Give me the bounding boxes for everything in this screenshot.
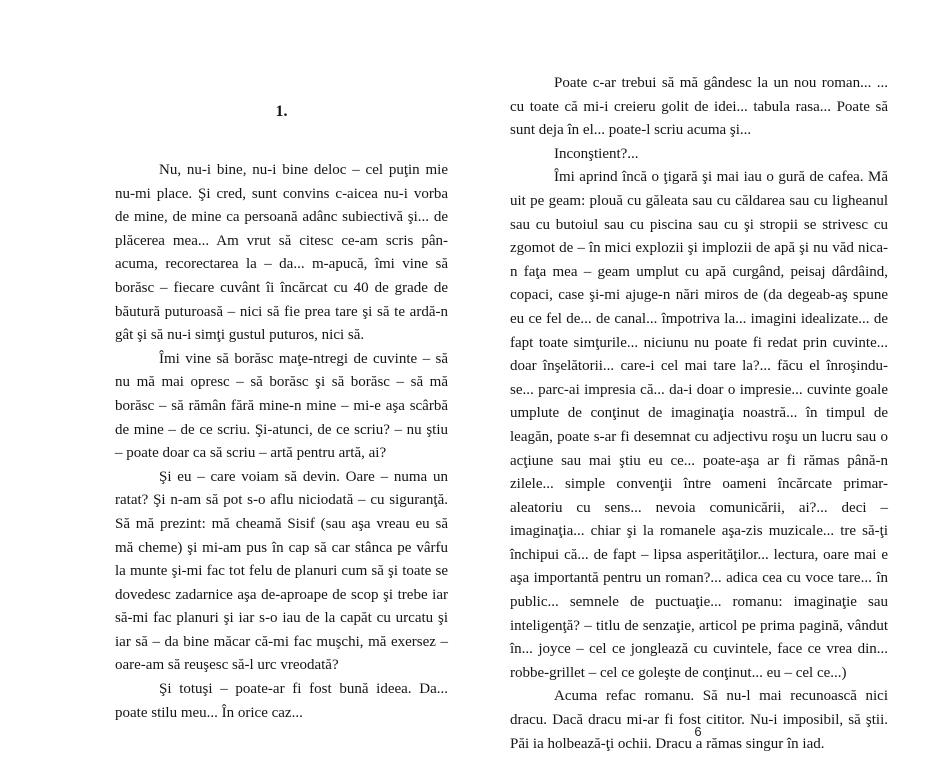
paragraph: Acuma refac romanu. Să nu-l mai recunoască nici dracu. Dacă dracu mi-ar fi fost cititor. Nu-i imposibil, să ştii. Păi ia holbează-ţi ochii. Dracu a rămas singur în iad.	[510, 688, 888, 752]
page-number: 6	[694, 724, 702, 739]
paragraph: Poate c-ar trebui să mă gândesc la un nou roman... ... cu toate că mi-i creieru golit de idei... tabula rasa... Poate să sunt deja în el... poate-l scriu acuma şi...	[510, 75, 888, 139]
right-page-text	[510, 72, 888, 756]
paragraph: Îmi aprind încă o ţigară şi mai iau o gură de cafea. Mă uit pe geam: plouă cu găleata sau cu căldarea sau cu ligheanul sau cu butoiul sau cu piscina sau cu şi stropii se strivesc cu zgomot de – în mici explozii şi implozii de apă şi nu văd nica-n faţa mea – geam umplut cu apă curgând, peisaj dârdâind, copaci, case şi-mi ajuge-n nări miros de (da degeab-aş spune eu ce fel de... de canal... împotriva la... imagini idealizate... de fapt toate simţurile... niciunu nu poate fi redat prin cuvinte... doar înşelătorii... care-i cel mai tare la?... făcu el înroşindu-se... parc-ai impresia că... da-i doar o impresie... cuvinte goale umplute de conţinut de imaginaţia noastră... în timpul de leagăn, poate s-ar fi desemnat cu adjectivu roşu un lucru sau o acţiune sau mai ştiu eu ce... poate-aşa ar fi rămas până-n zilele... simple convenţii între oameni încărcate primar-aleatoriu cu sens... nevoia comunicării, ai?... deci – imaginaţia... chiar şi la romanele aşa-zis muzicale... tre să-ţi închipui că... de fapt – lipsa asperităţilor... lectura, oare mai e aşa importantă pentru un roman?... adica cea cu voce tare... în public... semnele de puctuaţie... romanu: imaginaţie sau inteligenţă? – titlu de senzaţie, articol pe prima pagină, vândut în... joyce – cel ce jonglează cu cuvintele, face ce vrea din... robbe-grillet – cel ce goleşte de conţinut... eu – cel ce...)	[510, 169, 888, 681]
paragraph: Nu, nu-i bine, nu-i bine deloc – cel puţin mie nu-mi place. Şi cred, sunt convins c-aicea nu-i vorba de mine, de mine ca persoană adânc subiectivă şi... de plăcerea mea... Am vrut să citesc ce-am scris pân-acuma, recorectarea la – da... m-apucă, îmi vine să borăsc – fiecare cuvânt îi încărcat cu 40 de grade de băutură puturoasă – nici să fie prea tare şi să te ardă-n gât şi să nu-i simţi gustul puturos, nici să.	[115, 162, 448, 344]
paragraph: Şi eu – care voiam să devin. Oare – numa un ratat? Şi n-am să pot s-o aflu niciodată – cu siguranţă. Să mă prezint: mă cheamă Sisif (sau aşa vreau eu să mă cheme) şi mi-am pus în cap să car stânca pe vârfu la munte şi-mi fac tot felu de planuri cum să şi toate se dovedesc zadarnice aşa de-aproape de scop şi trebe iar să-mi fac planuri şi iar s-o iau de la capăt cu urcatu şi iar să – da bine măcar că-mi fac muşchi, mă exersez – oare-am să reuşesc să-l urc vreodată?	[115, 468, 448, 674]
left-page-text	[115, 159, 448, 725]
chapter-title: 1.	[275, 103, 288, 120]
paragraph: Inconştient?...	[554, 145, 639, 162]
paragraph: Îmi vine să borăsc maţe-ntregi de cuvinte – să nu mă mai opresc – să borăsc şi să borăsc – să mă borăsc – să rămân fără mine-n mine – mi-e aşa scârbă de mine – de ce scriu. Şi-atunci, de ce scriu? – nu ştiu – poate doar ca să scriu – artă pentru artă, ai?	[115, 350, 448, 462]
paragraph: Şi totuşi – poate-ar fi fost bună ideea. Da... poate stilu meu... În orice caz...	[115, 681, 448, 721]
